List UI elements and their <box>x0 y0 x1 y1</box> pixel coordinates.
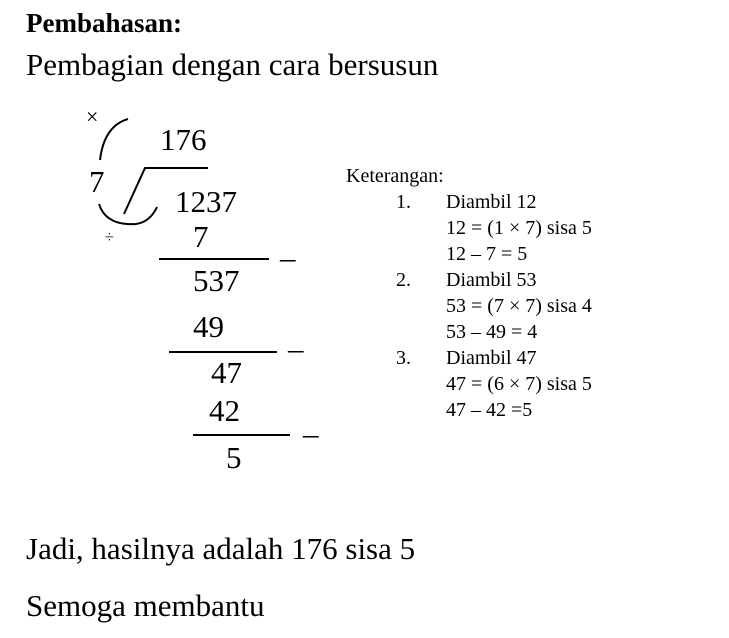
upper-curve <box>100 119 128 160</box>
item-2-label: Diambil 53 <box>446 269 537 291</box>
item-2-number: 2. <box>396 269 411 291</box>
step-3-line <box>193 434 290 436</box>
item-3-line1: 47 = (6 × 7) sisa 5 <box>446 373 592 395</box>
item-2-line1: 53 = (7 × 7) sisa 4 <box>446 295 592 317</box>
multiply-symbol: × <box>86 104 99 129</box>
quotient: 176 <box>160 122 207 157</box>
item-1-number: 1. <box>396 191 411 213</box>
item-3-number: 3. <box>396 347 411 369</box>
dividend: 1237 <box>175 184 237 219</box>
item-1-line2: 12 – 7 = 5 <box>446 243 528 265</box>
item-3-label: Diambil 47 <box>446 347 537 369</box>
step-2-minus-symbol: – <box>288 331 304 366</box>
heading: Pembahasan: <box>26 8 183 38</box>
step-3-subtract: 42 <box>209 393 240 428</box>
explanation-title: Keterangan: <box>346 165 444 187</box>
divisor: 7 <box>89 164 105 199</box>
item-2-line2: 53 – 49 = 4 <box>446 321 538 343</box>
step-1-minus-symbol: – <box>280 240 296 275</box>
step-2-line <box>169 351 277 353</box>
closing-text: Semoga membantu <box>26 588 265 623</box>
item-1-label: Diambil 12 <box>446 191 537 213</box>
step-1-remainder: 537 <box>193 263 240 298</box>
item-1-line1: 12 = (1 × 7) sisa 5 <box>446 217 592 239</box>
step-3-minus-symbol: – <box>303 416 319 451</box>
step-1-line <box>159 258 269 260</box>
subtitle: Pembagian dengan cara bersusun <box>26 47 439 82</box>
step-2-subtract: 49 <box>193 309 224 344</box>
step-3-remainder: 5 <box>226 440 242 475</box>
step-2-remainder: 47 <box>211 355 242 390</box>
item-3-line2: 47 – 42 =5 <box>446 399 533 421</box>
divide-symbol: ÷ <box>105 229 114 246</box>
step-1-subtract: 7 <box>193 219 209 254</box>
result-text: Jadi, hasilnya adalah 176 sisa 5 <box>26 531 416 566</box>
